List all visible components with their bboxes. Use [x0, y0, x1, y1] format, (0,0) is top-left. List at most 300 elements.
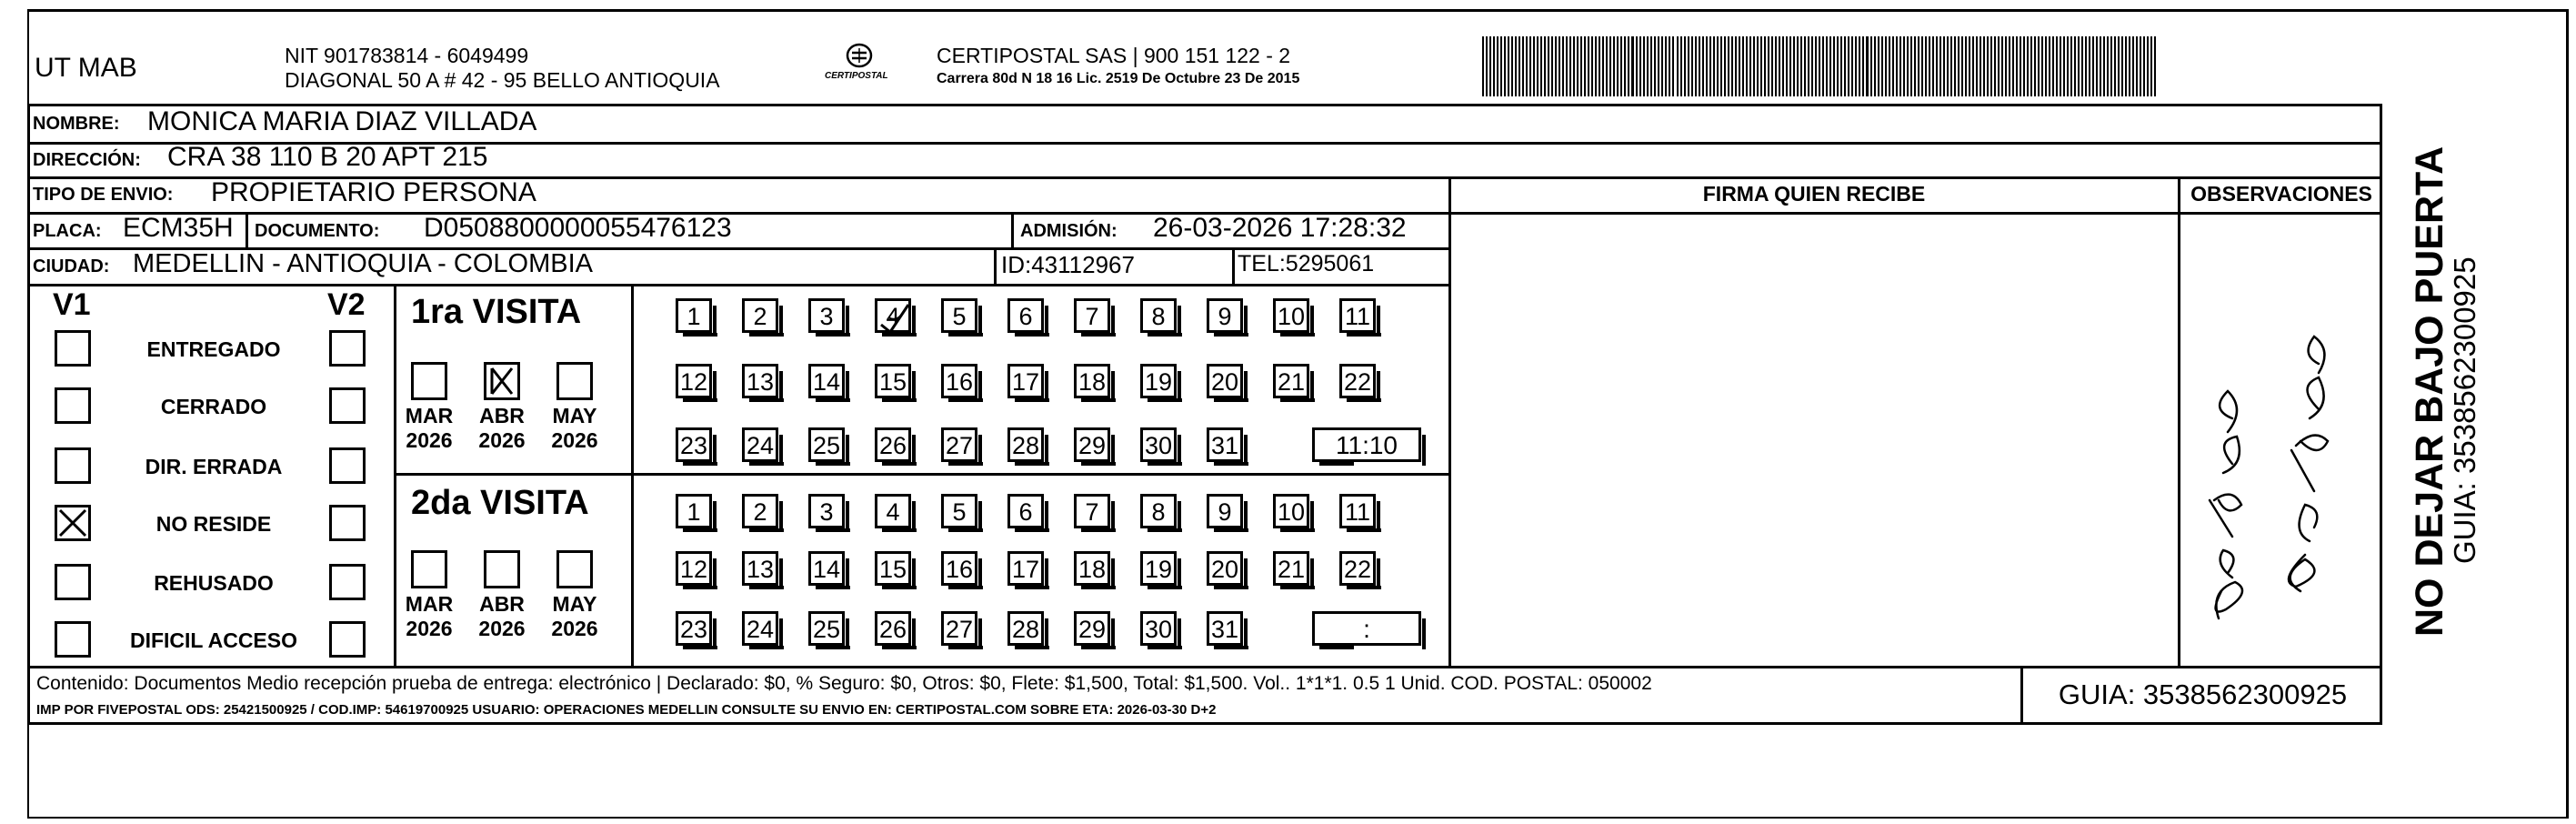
barcode-bar — [1965, 36, 1967, 96]
barcode-bar — [1947, 36, 1949, 96]
month-year: 2026 — [406, 617, 453, 640]
day-box[interactable]: 11 — [1339, 494, 1376, 528]
barcode-bar — [1764, 36, 1766, 96]
day-box[interactable]: 28 — [1007, 427, 1044, 462]
month-year: 2026 — [551, 428, 598, 452]
barcode-bar — [1709, 36, 1711, 96]
barcode-bar — [1628, 36, 1629, 96]
barcode-bar — [1580, 36, 1582, 96]
barcode-bar — [1677, 36, 1679, 96]
barcode-bar — [1717, 36, 1719, 96]
status-label: CERRADO — [160, 395, 267, 418]
barcode-bar — [1822, 36, 1824, 96]
company-name: UT MAB — [35, 53, 137, 83]
ciudad-value: MEDELLIN - ANTIOQUIA - COLOMBIA — [133, 249, 593, 278]
barcode-bar — [1896, 36, 1898, 96]
day-box[interactable]: 18 — [1074, 364, 1110, 398]
barcode-bar — [1961, 36, 1963, 96]
documento-label: DOCUMENTO: — [255, 221, 380, 241]
month-checkbox[interactable] — [411, 550, 447, 588]
barcode-bar — [1749, 36, 1751, 96]
barcode-bar — [1998, 36, 2000, 96]
day-box[interactable]: 7 — [1074, 298, 1110, 333]
barcode-bar — [1972, 36, 1974, 96]
barcode-bar — [1808, 36, 1809, 96]
barcode-bar — [1680, 36, 1682, 96]
v2-checkbox[interactable] — [329, 505, 366, 541]
barcode-bar — [1559, 36, 1560, 96]
barcode-bar — [1983, 36, 1985, 96]
day-box[interactable]: 4 — [875, 298, 911, 333]
barcode-bar — [1526, 36, 1528, 96]
month-name: MAY — [552, 404, 597, 427]
day-box[interactable]: 13 — [742, 364, 778, 398]
barcode-bar — [2132, 36, 2134, 96]
day-box[interactable]: 30 — [1140, 611, 1177, 646]
barcode-bar — [1881, 36, 1883, 96]
barcode-bar — [1932, 36, 1934, 96]
barcode-bar — [2074, 36, 2076, 96]
v1-checkbox[interactable] — [55, 564, 91, 600]
barcode-bar — [2020, 36, 2021, 96]
barcode-bar — [2150, 36, 2152, 96]
barcode-bar — [1540, 36, 1542, 96]
certipostal-logo — [823, 41, 896, 92]
firma-header: FIRMA QUIEN RECIBE — [1702, 182, 1926, 206]
barcode-bar — [1851, 36, 1853, 96]
barcode-bar — [1793, 36, 1795, 96]
day-box[interactable]: 21 — [1273, 364, 1309, 398]
barcode-bar — [1647, 36, 1649, 96]
barcode-bar — [1874, 36, 1876, 96]
barcode-bar — [1613, 36, 1615, 96]
barcode-bar — [1870, 36, 1872, 96]
barcode-bar — [1797, 36, 1799, 96]
tipo-envio-value: PROPIETARIO PERSONA — [211, 177, 536, 207]
barcode-bar — [1636, 36, 1638, 96]
v1-checkbox[interactable] — [55, 387, 91, 424]
v2-checkbox[interactable] — [329, 564, 366, 600]
v1-checkbox[interactable] — [55, 505, 91, 541]
admision-value: 26-03-2026 17:28:32 — [1153, 213, 1407, 243]
day-box[interactable]: 12 — [676, 551, 712, 586]
month-name: MAR — [405, 592, 454, 616]
barcode-bar — [1775, 36, 1777, 96]
month-name: MAY — [552, 592, 597, 616]
status-label: DIFICIL ACCESO — [129, 628, 297, 652]
barcode-bar — [1688, 36, 1689, 96]
v1-checkbox[interactable] — [55, 621, 91, 658]
day-box[interactable]: 29 — [1074, 611, 1110, 646]
barcode-bar — [1980, 36, 1981, 96]
month-label — [470, 592, 534, 641]
certipostal-address: Carrera 80d N 18 16 Lic. 2519 De Octubre 23 De 2015 — [937, 71, 1300, 86]
day-box[interactable]: 15 — [875, 551, 911, 586]
barcode-bar — [1504, 36, 1506, 96]
barcode-bar — [1950, 36, 1952, 96]
handwritten-notes — [2182, 227, 2382, 664]
barcode-bar — [2081, 36, 2083, 96]
barcode-bar — [2092, 36, 2094, 96]
barcode-bar — [1844, 36, 1846, 96]
barcode-bar — [2067, 36, 2069, 96]
month-checkbox[interactable] — [411, 362, 447, 400]
barcode-bar — [1815, 36, 1817, 96]
barcode-bar — [1544, 36, 1546, 96]
barcode-bar — [2085, 36, 2087, 96]
barcode-bar — [1720, 36, 1722, 96]
day-box[interactable]: 14 — [808, 364, 845, 398]
v1-label: V1 — [53, 287, 91, 322]
barcode-bar — [1658, 36, 1659, 96]
barcode-bar — [1548, 36, 1549, 96]
barcode-bar — [1672, 36, 1674, 96]
barcode-bar — [2136, 36, 2138, 96]
barcode-bar — [2052, 36, 2054, 96]
barcode-bar — [1591, 36, 1593, 96]
barcode-bar — [2034, 36, 2036, 96]
barcode-bar — [1804, 36, 1806, 96]
barcode-bar — [2009, 36, 2010, 96]
barcode-bar — [1497, 36, 1498, 96]
barcode-bar — [2125, 36, 2127, 96]
v1-checkbox[interactable] — [55, 330, 91, 367]
day-box[interactable]: 21 — [1273, 551, 1309, 586]
month-checkbox[interactable] — [556, 550, 593, 588]
barcode-bar — [2107, 36, 2109, 96]
barcode-bar — [1665, 36, 1667, 96]
barcode-bar — [1940, 36, 1941, 96]
barcode-bar — [2038, 36, 2040, 96]
barcode-bar — [1654, 36, 1656, 96]
month-year: 2026 — [478, 428, 526, 452]
day-box[interactable]: 8 — [1140, 494, 1177, 528]
placa-value: ECM35H — [123, 213, 234, 243]
barcode-bar — [2016, 36, 2018, 96]
month-label — [470, 404, 534, 453]
placa-label: PLACA: — [33, 221, 102, 241]
barcode-bar — [1990, 36, 1992, 96]
barcode-bar — [1910, 36, 1912, 96]
certipostal-id: CERTIPOSTAL SAS | 900 151 122 - 2 — [937, 44, 1291, 67]
barcode-bar — [1569, 36, 1571, 96]
barcode-bar — [2121, 36, 2123, 96]
barcode-bar — [2110, 36, 2112, 96]
barcode-bar — [2143, 36, 2145, 96]
time-box[interactable]: 11:10 — [1312, 427, 1421, 462]
day-box[interactable]: 1 — [676, 298, 712, 333]
barcode-bar — [2096, 36, 2098, 96]
barcode-bar — [1595, 36, 1597, 96]
day-box[interactable]: 28 — [1007, 611, 1044, 646]
day-box[interactable]: 26 — [875, 611, 911, 646]
barcode-bar — [1779, 36, 1780, 96]
barcode-bar — [1943, 36, 1945, 96]
barcode-bar — [1620, 36, 1622, 96]
barcode-bar — [2023, 36, 2025, 96]
admision-label: ADMISIÓN: — [1020, 221, 1118, 241]
month-name: ABR — [479, 592, 525, 616]
barcode-bar — [2045, 36, 2047, 96]
barcode-bar — [1650, 36, 1652, 96]
v1-checkbox[interactable] — [55, 447, 91, 484]
day-box[interactable]: 9 — [1207, 494, 1243, 528]
barcode-bar — [1929, 36, 1930, 96]
barcode-bar — [1903, 36, 1905, 96]
day-box[interactable]: 23 — [676, 427, 712, 462]
day-box[interactable]: 27 — [941, 427, 977, 462]
barcode-bar — [1566, 36, 1568, 96]
barcode-bar — [1987, 36, 1989, 96]
barcode-bar — [1537, 36, 1539, 96]
day-box[interactable]: 27 — [941, 611, 977, 646]
barcode-bar — [1661, 36, 1663, 96]
barcode-bar — [1739, 36, 1740, 96]
barcode-bar — [1878, 36, 1879, 96]
day-box[interactable]: 20 — [1207, 551, 1243, 586]
barcode-bar — [1486, 36, 1488, 96]
barcode-bar — [1584, 36, 1586, 96]
v2-checkbox[interactable] — [329, 621, 366, 658]
day-box[interactable]: 10 — [1273, 494, 1309, 528]
barcode-bar — [1551, 36, 1553, 96]
status-label: DIR. ERRADA — [145, 455, 283, 478]
day-box[interactable]: 11 — [1339, 298, 1376, 333]
barcode-bar — [1757, 36, 1759, 96]
barcode-bar — [2140, 36, 2141, 96]
barcode-bar — [1936, 36, 1938, 96]
month-year: 2026 — [478, 617, 526, 640]
nombre-value: MONICA MARIA DIAZ VILLADA — [147, 106, 537, 136]
documento-value: D0508800000055476123 — [424, 213, 732, 243]
day-box[interactable]: 20 — [1207, 364, 1243, 398]
barcode-bar — [2060, 36, 2061, 96]
day-box[interactable]: 10 — [1273, 298, 1309, 333]
barcode-bar — [2070, 36, 2072, 96]
barcode-bar — [1519, 36, 1520, 96]
day-box[interactable]: 18 — [1074, 551, 1110, 586]
direccion-value: CRA 38 110 B 20 APT 215 — [167, 142, 488, 172]
month-label — [543, 404, 606, 453]
nit: NIT 901783814 - 6049499 — [285, 44, 529, 67]
barcode-bar — [1493, 36, 1495, 96]
barcode — [1482, 36, 2160, 96]
barcode-bar — [1819, 36, 1820, 96]
day-box[interactable]: 17 — [1007, 364, 1044, 398]
day-box[interactable]: 12 — [676, 364, 712, 398]
barcode-bar — [1691, 36, 1693, 96]
barcode-bar — [1833, 36, 1835, 96]
barcode-bar — [2001, 36, 2003, 96]
barcode-bar — [1684, 36, 1686, 96]
barcode-bar — [1800, 36, 1802, 96]
sender-address: DIAGONAL 50 A # 42 - 95 BELLO ANTIOQUIA — [285, 68, 720, 92]
month-checkbox[interactable] — [556, 362, 593, 400]
barcode-bar — [2027, 36, 2029, 96]
day-box[interactable]: 24 — [742, 427, 778, 462]
day-box[interactable]: 29 — [1074, 427, 1110, 462]
day-box[interactable]: 16 — [941, 551, 977, 586]
barcode-bar — [1760, 36, 1762, 96]
barcode-bar — [2012, 36, 2014, 96]
barcode-bar — [1866, 36, 1869, 96]
barcode-bar — [1789, 36, 1791, 96]
status-label: NO RESIDE — [155, 512, 272, 536]
barcode-bar — [1573, 36, 1575, 96]
barcode-bar — [2100, 36, 2101, 96]
logo-text: CERTIPOSTAL — [825, 71, 888, 81]
barcode-bar — [1862, 36, 1864, 96]
time-box[interactable]: : — [1312, 611, 1421, 646]
barcode-bar — [1599, 36, 1600, 96]
day-box[interactable]: 6 — [1007, 494, 1044, 528]
day-box[interactable]: 16 — [941, 364, 977, 398]
day-box[interactable]: 13 — [742, 551, 778, 586]
day-box[interactable]: 22 — [1339, 551, 1376, 586]
barcode-bar — [1768, 36, 1769, 96]
day-box[interactable]: 5 — [941, 494, 977, 528]
barcode-bar — [2103, 36, 2105, 96]
barcode-bar — [1731, 36, 1733, 96]
day-box[interactable]: 23 — [676, 611, 712, 646]
v2-checkbox[interactable] — [329, 330, 366, 367]
day-box[interactable]: 2 — [742, 298, 778, 333]
v2-checkbox[interactable] — [329, 447, 366, 484]
barcode-bar — [1624, 36, 1626, 96]
day-box[interactable]: 1 — [676, 494, 712, 528]
barcode-bar — [1639, 36, 1641, 96]
day-box[interactable]: 4 — [875, 494, 911, 528]
barcode-bar — [1695, 36, 1697, 96]
barcode-bar — [1954, 36, 1956, 96]
barcode-bar — [1892, 36, 1894, 96]
barcode-bar — [2114, 36, 2116, 96]
month-year: 2026 — [406, 428, 453, 452]
day-box[interactable]: 24 — [742, 611, 778, 646]
barcode-bar — [2118, 36, 2120, 96]
barcode-bar — [1907, 36, 1909, 96]
barcode-bar — [1994, 36, 1996, 96]
barcode-bar — [1925, 36, 1927, 96]
day-box[interactable]: 6 — [1007, 298, 1044, 333]
barcode-bar — [1958, 36, 1960, 96]
day-box[interactable]: 30 — [1140, 427, 1177, 462]
barcode-bar — [1724, 36, 1726, 96]
day-box[interactable]: 14 — [808, 551, 845, 586]
day-box[interactable]: 15 — [875, 364, 911, 398]
v2-checkbox[interactable] — [329, 387, 366, 424]
barcode-bar — [1746, 36, 1748, 96]
month-checkbox[interactable] — [484, 362, 520, 400]
barcode-bar — [1609, 36, 1611, 96]
month-checkbox[interactable] — [484, 550, 520, 588]
barcode-bar — [1782, 36, 1784, 96]
day-box[interactable]: 25 — [808, 427, 845, 462]
day-box[interactable]: 9 — [1207, 298, 1243, 333]
barcode-bar — [1577, 36, 1579, 96]
barcode-bar — [1588, 36, 1589, 96]
day-box[interactable]: 25 — [808, 611, 845, 646]
id-value: ID:43112967 — [1001, 251, 1135, 278]
barcode-bar — [1889, 36, 1890, 96]
barcode-bar — [1735, 36, 1737, 96]
tel-value: TEL:5295061 — [1238, 251, 1375, 276]
barcode-bar — [1885, 36, 1887, 96]
side-warning: NO DEJAR BAJO PUERTA — [2408, 146, 2451, 637]
visit2-title: 2da VISITA — [411, 484, 589, 522]
barcode-bar — [2030, 36, 2032, 96]
barcode-bar — [1811, 36, 1813, 96]
barcode-bar — [1969, 36, 1970, 96]
month-year: 2026 — [551, 617, 598, 640]
status-label: REHUSADO — [154, 571, 274, 595]
barcode-bar — [1562, 36, 1564, 96]
barcode-bar — [2089, 36, 2090, 96]
barcode-bar — [1837, 36, 1839, 96]
barcode-bar — [2078, 36, 2080, 96]
barcode-bar — [1522, 36, 1524, 96]
barcode-bar — [1699, 36, 1700, 96]
barcode-bar — [2154, 36, 2156, 96]
barcode-bar — [1859, 36, 1860, 96]
day-box[interactable]: 8 — [1140, 298, 1177, 333]
check-mark — [877, 301, 914, 343]
day-box[interactable]: 17 — [1007, 551, 1044, 586]
barcode-bar — [1482, 36, 1484, 96]
day-box[interactable]: 5 — [941, 298, 977, 333]
barcode-bar — [2056, 36, 2058, 96]
day-box[interactable]: 3 — [808, 298, 845, 333]
side-guia: GUIA: 3538562300925 — [2448, 256, 2481, 564]
barcode-bar — [1489, 36, 1491, 96]
day-box[interactable]: 31 — [1207, 427, 1243, 462]
barcode-bar — [1500, 36, 1502, 96]
month-label — [397, 404, 461, 453]
barcode-bar — [1976, 36, 1978, 96]
day-box[interactable]: 22 — [1339, 364, 1376, 398]
barcode-bar — [1848, 36, 1849, 96]
day-box[interactable]: 19 — [1140, 551, 1177, 586]
barcode-bar — [2005, 36, 2007, 96]
barcode-bar — [1855, 36, 1857, 96]
direccion-label: DIRECCIÓN: — [33, 150, 141, 170]
barcode-bar — [1533, 36, 1535, 96]
barcode-bar — [1515, 36, 1517, 96]
barcode-bar — [1826, 36, 1828, 96]
status-label: ENTREGADO — [146, 337, 281, 361]
barcode-bar — [1529, 36, 1531, 96]
day-box[interactable]: 26 — [875, 427, 911, 462]
observaciones-header: OBSERVACIONES — [2190, 182, 2372, 206]
day-box[interactable]: 19 — [1140, 364, 1177, 398]
barcode-bar — [1914, 36, 1916, 96]
day-box[interactable]: 31 — [1207, 611, 1243, 646]
day-box[interactable]: 7 — [1074, 494, 1110, 528]
barcode-bar — [1617, 36, 1619, 96]
month-name: ABR — [479, 404, 525, 427]
barcode-bar — [1786, 36, 1788, 96]
ciudad-label: CIUDAD: — [33, 256, 110, 276]
barcode-bar — [1899, 36, 1901, 96]
day-box[interactable]: 3 — [808, 494, 845, 528]
barcode-bar — [1753, 36, 1755, 96]
footer-contenido: Contenido: Documentos Medio recepción prueba de entrega: electrónico | Declarado: $0, % Seguro: $0, Otros: $0, Flete: $1,500, Total: $1,500. Vol.. 1*1*1. 0.5 1 Unid. COD. POSTAL: 050002 — [36, 673, 1652, 694]
barcode-bar — [1713, 36, 1715, 96]
day-box[interactable]: 2 — [742, 494, 778, 528]
barcode-bar — [1771, 36, 1773, 96]
barcode-bar — [1728, 36, 1729, 96]
footer-imp: IMP POR FIVEPOSTAL ODS: 25421500925 / COD.IMP: 54619700925 USUARIO: OPERACIONES MEDELLIN CONSULTE SU ENVIO EN: CERTIPOSTAL.COM SOBRE ETA: 2026-03-30 D+2 — [36, 702, 1217, 718]
